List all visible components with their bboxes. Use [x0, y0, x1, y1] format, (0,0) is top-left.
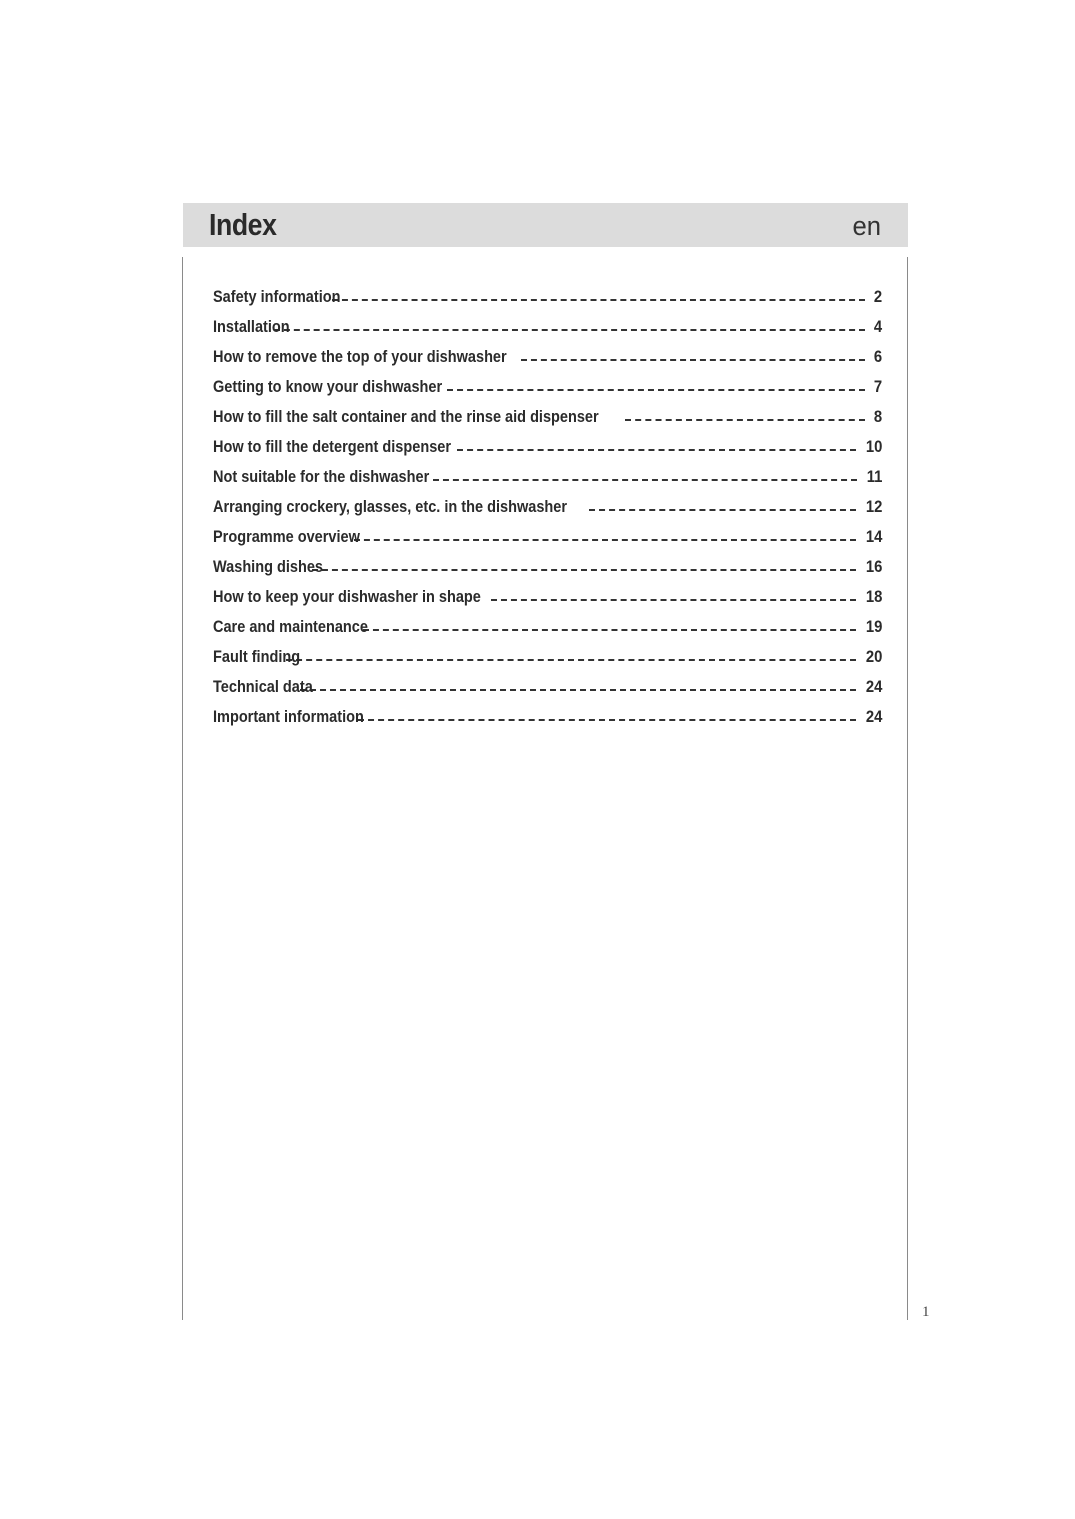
toc-entry-label: Installation [213, 318, 290, 336]
toc-entry-page: 2 [873, 288, 882, 306]
toc-entry-label: Programme overview [213, 528, 360, 546]
toc-entry-important-information[interactable] [213, 697, 882, 727]
toc-entry-label: How to fill the salt container and the rinse aid dispenser [213, 408, 599, 426]
toc-entry-page: 11 [866, 468, 882, 486]
toc-leader-dashes [274, 329, 865, 331]
toc-entry-label: Getting to know your dishwasher [213, 378, 443, 396]
toc-entry-programme-overview[interactable] [213, 517, 882, 547]
toc-leader-dashes [358, 719, 855, 721]
toc-entry-page: 14 [865, 528, 882, 546]
toc-entry-washing-dishes[interactable] [213, 547, 882, 577]
toc-leader-dashes [286, 659, 856, 661]
toc-entry-page: 24 [865, 678, 882, 696]
toc-entry-technical-data[interactable] [213, 667, 882, 697]
toc-entry-label: Not suitable for the dishwasher [213, 468, 430, 486]
toc-leader-dashes [491, 599, 855, 601]
toc-leader-dashes [447, 389, 865, 391]
toc-leader-dashes [625, 419, 865, 421]
toc-entry-salt-rinse-aid[interactable] [213, 397, 882, 427]
toc-entry-label: Technical data [213, 678, 313, 696]
toc-entry-detergent-dispenser[interactable] [213, 427, 882, 457]
toc-entry-safety-information[interactable] [213, 277, 882, 307]
toc-leader-dashes [354, 539, 856, 541]
toc-entry-page: 10 [865, 438, 882, 456]
toc-entry-label: Safety information [213, 288, 341, 306]
toc-entry-page: 24 [865, 708, 882, 726]
toc-leader-dashes [312, 569, 856, 571]
toc-entry-label: How to remove the top of your dishwasher [213, 348, 507, 366]
toc-entry-label: How to keep your dishwasher in shape [213, 588, 481, 606]
index-header [183, 203, 908, 247]
toc-entry-page: 8 [873, 408, 882, 426]
page-number: 1 [922, 1304, 930, 1320]
toc-entry-label: Important information [213, 708, 364, 726]
toc-leader-dashes [457, 449, 855, 451]
left-margin-rule [182, 257, 183, 1320]
toc-leader-dashes [589, 509, 856, 511]
toc-entry-page: 20 [865, 648, 882, 666]
toc-entry-page: 12 [865, 498, 882, 516]
toc-entry-page: 7 [873, 378, 882, 396]
toc-entry-label: Washing dishes [213, 558, 323, 576]
toc-leader-dashes [332, 299, 865, 301]
language-code: en [852, 211, 881, 241]
toc-entry-label: Care and maintenance [213, 618, 368, 636]
toc-entry-not-suitable[interactable] [213, 457, 882, 487]
toc-leader-dashes [521, 359, 865, 361]
toc-entry-arranging-crockery[interactable] [213, 487, 882, 517]
page-title: Index [209, 207, 277, 242]
toc-entry-page: 4 [873, 318, 882, 336]
toc-entry-page: 19 [865, 618, 882, 636]
toc-entry-label: How to fill the detergent dispenser [213, 438, 451, 456]
toc-entry-keep-in-shape[interactable] [213, 577, 882, 607]
toc-entry-label: Fault finding [213, 648, 301, 666]
toc-entry-label: Arranging crockery, glasses, etc. in the dishwasher [213, 498, 567, 516]
right-margin-rule [907, 257, 908, 1320]
toc-entry-installation[interactable] [213, 307, 882, 337]
toc-entry-care-maintenance[interactable] [213, 607, 882, 637]
toc-leader-dashes [363, 629, 856, 631]
toc-entry-page: 16 [865, 558, 882, 576]
toc-entry-page: 18 [865, 588, 882, 606]
toc-leader-dashes [433, 479, 857, 481]
toc-entry-fault-finding[interactable] [213, 637, 882, 667]
table-of-contents [213, 277, 882, 727]
toc-entry-remove-top[interactable] [213, 337, 882, 367]
toc-entry-getting-to-know[interactable] [213, 367, 882, 397]
toc-leader-dashes [300, 689, 855, 691]
toc-entry-page: 6 [873, 348, 882, 366]
